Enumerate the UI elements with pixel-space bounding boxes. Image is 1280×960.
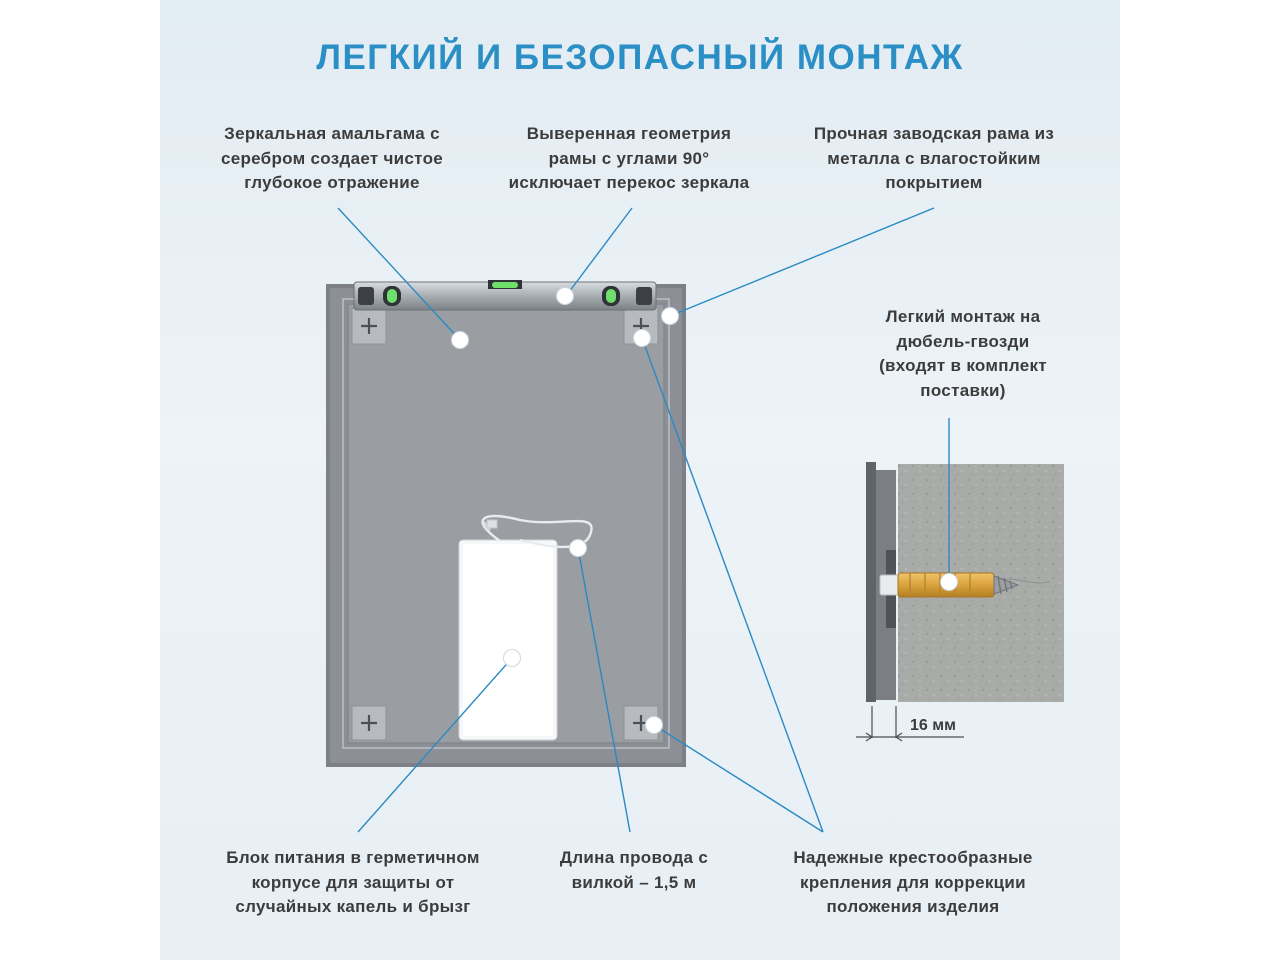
- caption-mounting: Легкий монтаж на дюбель-гвозди (входят в комплект поставки): [879, 307, 1047, 400]
- cross-bracket-icon: [352, 706, 386, 740]
- page-title: ЛЕГКИЙ И БЕЗОПАСНЫЙ МОНТАЖ: [316, 38, 964, 77]
- dimension-label: 16 мм: [910, 717, 956, 734]
- caption-geometry: Выверенная геометрия рамы с углами 90° исключает перекос зеркала: [508, 124, 750, 192]
- spirit-level-icon: [354, 280, 656, 310]
- caption-cable: Длина провода с вилкой – 1,5 м: [559, 848, 709, 892]
- caption-power-unit: Блок питания в герметичном корпусе для защиты от случайных капель и брызг: [226, 848, 480, 916]
- cross-bracket-icon: [352, 308, 386, 344]
- caption-amalgam: Зеркальная амальгама с серебром создает чистое глубокое отражение: [220, 124, 444, 192]
- caption-fasteners: Надежные крестообразные крепления для коррекции положения изделия: [793, 848, 1033, 916]
- caption-frame: Прочная заводская рама из металла с влагостойким покрытием: [813, 124, 1055, 192]
- power-unit: [459, 540, 557, 740]
